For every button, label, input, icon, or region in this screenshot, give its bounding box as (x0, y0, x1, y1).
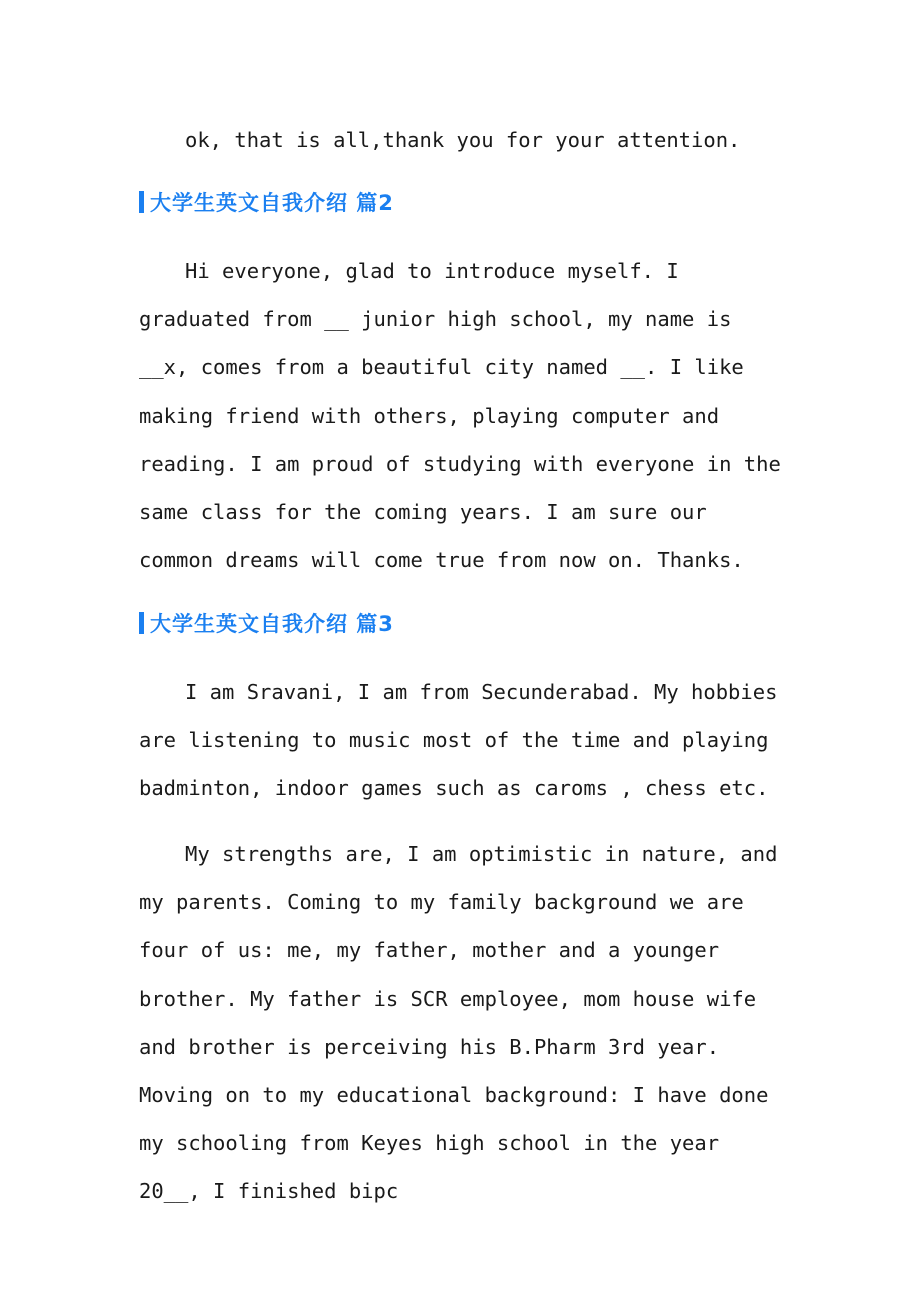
section-3-paragraph-1: I am Sravani, I am from Secunderabad. My hobbies are listening to music most of the time and playing badminton, indoor games such as caroms , chess etc. (139, 680, 778, 801)
heading-marker-bar (139, 191, 144, 213)
section-2-heading (139, 187, 394, 217)
heading-marker-bar (139, 612, 144, 634)
section-3-paragraph-2: My strengths are, I am optimistic in nature, and my parents. Coming to my family background we are four of us: me, my father, mother and a younger brother. My father is SCR employee, mom house wife and brother is perceiving his B.Pharm 3rd year. Moving on to my educational background: I have done my schooling from Keyes high school in the year 20__, I finished bipc (139, 842, 778, 1204)
section-3-heading-text: 大学生英文自我介绍 篇3 (150, 612, 394, 636)
closing-paragraph: ok, that is all,thank you for your attention. (185, 128, 741, 152)
section-2-paragraph: Hi everyone, glad to introduce myself. I graduated from __ junior high school, my name is __x, comes from a beautiful city named __. I like making friend with others, playing computer and reading. I am proud of studying with everyone in the same class for the coming years. I am sure our common dreams will come true from now on. Thanks. (139, 259, 781, 573)
section-2-heading-text: 大学生英文自我介绍 篇2 (150, 191, 394, 215)
section-3-heading (139, 608, 394, 638)
